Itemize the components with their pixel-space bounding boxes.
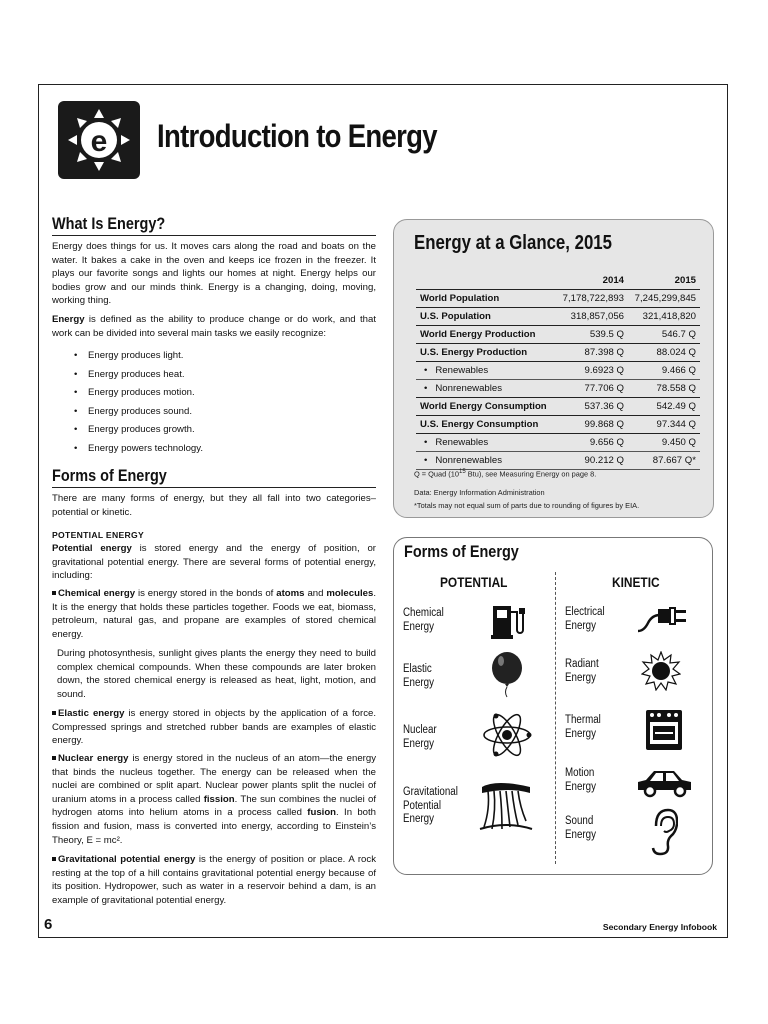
column-header: 2014 — [602, 275, 624, 286]
nuclear-energy-label: Nuclear Energy — [403, 724, 437, 750]
value-2015: 87.667 Q* — [652, 455, 696, 466]
table-row — [416, 398, 700, 416]
potential-energy-paragraph: Potential energy is stored energy and the energy of position, or gravitational potential energy. There are several forms of potential energy, including: — [52, 543, 377, 582]
data-source-note: Data: Energy Information Administration — [414, 488, 545, 497]
table-header-row — [416, 272, 700, 290]
atom-icon — [481, 710, 533, 760]
list-item: • Energy produces growth. — [72, 421, 203, 440]
heading-rule — [52, 235, 376, 236]
table-row — [416, 290, 700, 308]
forms-of-energy-heading: Forms of Energy — [52, 466, 167, 485]
chemical-energy-label: Chemical Energy — [403, 607, 444, 633]
value-2014: 539.5 Q — [589, 329, 624, 340]
book-title: Secondary Energy Infobook — [602, 922, 717, 932]
gravitational-energy-label: Gravitational Potential Energy — [403, 786, 458, 825]
row-label: • Nonrenewables — [424, 455, 503, 466]
heading-rule — [52, 487, 376, 488]
plug-icon — [636, 603, 688, 635]
kinetic-column-header: KINETIC — [612, 574, 660, 590]
ear-icon — [648, 808, 678, 856]
table-row — [416, 434, 700, 452]
what-is-energy-paragraph: Energy does things for us. It moves cars along the road and boats on the water. It bakes a cake in the oven and keeps ice frozen in the freezer. It plays our favorite songs and lights our homes at night. Energy helps our bodies grow and our minds think. Energy is a changing, doing, moving, working thing. — [52, 241, 376, 307]
row-label: U.S. Energy Consumption — [420, 419, 539, 430]
energy-tasks-list — [72, 347, 203, 459]
electrical-energy-label: Electrical Energy — [565, 606, 605, 632]
value-2014: 7,178,722,893 — [562, 293, 624, 304]
rounding-note: *Totals may not equal sum of parts due to rounding of figures by EIA. — [414, 501, 640, 510]
value-2015: 9.450 Q — [661, 437, 696, 448]
value-2014: 90.212 Q — [584, 455, 624, 466]
glance-title: Energy at a Glance, 2015 — [414, 232, 612, 254]
potential-energy-caption: POTENTIAL ENERGY — [52, 530, 145, 540]
forms-intro-paragraph: There are many forms of energy, but they all fall into two categories–potential or kinetic. — [52, 493, 376, 518]
chemical-energy-paragraph: Chemical energy is energy stored in the bonds of atoms and molecules. It is the energy that holds these particles together. Foods we eat, biomass, petroleum, natural gas, and propane are examples of stored chemical energy. — [52, 588, 376, 640]
gas-pump-icon — [490, 600, 526, 640]
row-label: • Nonrenewables — [424, 383, 503, 394]
car-icon — [636, 768, 694, 798]
motion-energy-label: Motion Energy — [565, 767, 596, 793]
list-item: • Energy produces motion. — [72, 384, 203, 403]
table-row — [416, 308, 700, 326]
quad-note: Q = Quad ($10^{15}$ Btu), see Measuring Energy on page 8. — [414, 469, 597, 479]
energy-logo-icon — [58, 101, 140, 179]
row-label: • Renewables — [424, 437, 489, 448]
sun-icon — [641, 651, 681, 691]
value-2014: 9.6923 Q — [584, 365, 624, 376]
row-label: World Population — [420, 293, 500, 304]
table-row — [416, 452, 700, 470]
value-2015: 88.024 Q — [656, 347, 696, 358]
value-2015: 542.49 Q — [656, 401, 696, 412]
list-item: • Energy produces light. — [72, 347, 203, 366]
value-2015: 78.558 Q — [656, 383, 696, 394]
elastic-energy-label: Elastic Energy — [403, 663, 434, 689]
value-2014: 318,857,056 — [570, 311, 624, 322]
column-header: 2015 — [674, 275, 696, 286]
value-2014: 77.706 Q — [584, 383, 624, 394]
value-2015: 7,245,299,845 — [634, 293, 696, 304]
elastic-energy-paragraph: Elastic energy is energy stored in objects by the application of a force. Compressed springs and stretched rubber bands are examples of elastic energy. — [52, 708, 376, 747]
value-2015: 97.344 Q — [656, 419, 696, 430]
glance-table — [416, 272, 700, 470]
nuclear-energy-paragraph: Nuclear energy is energy stored in the nucleus of an atom—the energy that binds the nucleus together. The energy can be released when the nuclei are combined or split apart. Nuclear power plants split the nuclei of uranium atoms in a process called fission. The sun combines the nuclei of hydrogen atoms into helium atoms in a process called fusion. In both fission and fusion, mass is converted into energy, according to Einstein’s Theory, E = mc². — [52, 753, 377, 846]
svg-text:e: e — [90, 125, 108, 158]
value-2014: 9.656 Q — [589, 437, 624, 448]
gravitational-energy-paragraph: Gravitational potential energy is the energy of position or place. A rock resting at the top of a hill contains gravitational potential energy because of its position. Hydropower, such as water in a reservoir behind a dam, is an example of gravitational potential energy. — [52, 854, 376, 906]
balloon-icon — [490, 651, 524, 699]
table-row — [416, 416, 700, 434]
row-label: U.S. Population — [420, 311, 491, 322]
row-label: U.S. Energy Production — [420, 347, 528, 358]
potential-column-header: POTENTIAL — [440, 574, 508, 590]
list-item: • Energy produces sound. — [72, 403, 203, 422]
value-2014: 537.36 Q — [584, 401, 624, 412]
table-row — [416, 344, 700, 362]
value-2015: 321,418,820 — [642, 311, 696, 322]
table-row — [416, 362, 700, 380]
value-2015: 9.466 Q — [661, 365, 696, 376]
table-row — [416, 380, 700, 398]
waterfall-icon — [478, 777, 534, 833]
row-label: World Energy Consumption — [420, 401, 547, 412]
table-row — [416, 326, 700, 344]
column-divider — [555, 572, 556, 864]
value-2014: 87.398 Q — [584, 347, 624, 358]
value-2015: 546.7 Q — [661, 329, 696, 340]
photosynthesis-paragraph: During photosynthesis, sunlight gives plants the energy they need to build complex chemical compounds. When these compounds are later broken down, the stored chemical energy is released as heat, light, motion, and sound. — [57, 648, 376, 700]
thermal-energy-label: Thermal Energy — [565, 714, 601, 740]
sound-energy-label: Sound Energy — [565, 815, 596, 841]
value-2014: 99.868 Q — [584, 419, 624, 430]
page-number: 6 — [44, 916, 53, 933]
list-item: • Energy produces heat. — [72, 366, 203, 385]
row-label: World Energy Production — [420, 329, 536, 340]
page-title: Introduction to Energy — [157, 118, 437, 154]
row-label: • Renewables — [424, 365, 489, 376]
forms-box-title: Forms of Energy — [404, 542, 519, 561]
oven-icon — [644, 708, 684, 752]
energy-definition-paragraph: Energy is defined as the ability to produce change or do work, and that work can be divided into several main tasks we easily recognize: — [52, 314, 376, 339]
radiant-energy-label: Radiant Energy — [565, 658, 599, 684]
list-item: • Energy powers technology. — [72, 440, 203, 459]
what-is-energy-heading: What Is Energy? — [52, 214, 166, 233]
